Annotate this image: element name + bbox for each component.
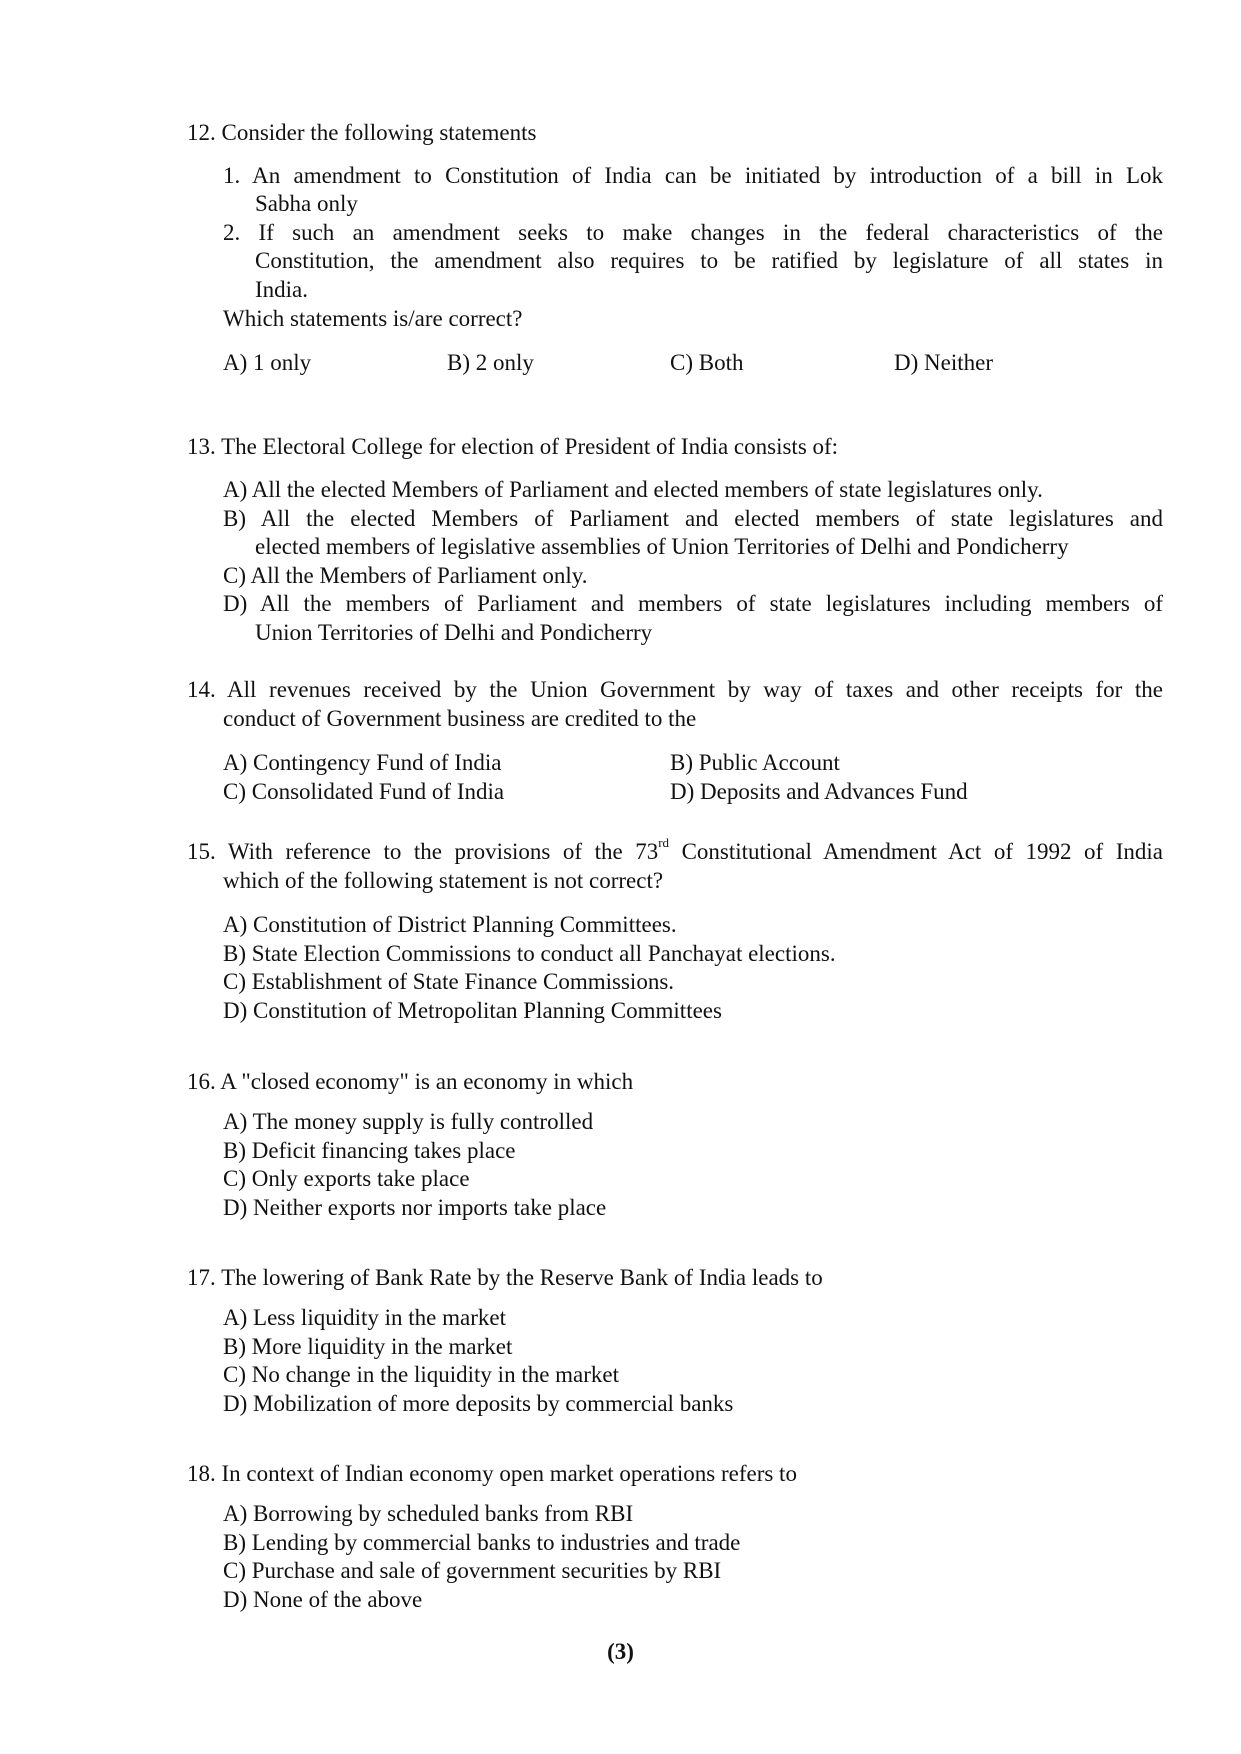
q12-stem: 12. Consider the following statements xyxy=(187,120,537,145)
q17-option-c: C) No change in the liquidity in the market xyxy=(223,1362,620,1387)
q13-option-d-line-2: Union Territories of Delhi and Pondicherry xyxy=(255,620,653,645)
q12-statement-2-line-2: Constitution, the amendment also requires to be ratified by legislature of all states in xyxy=(255,248,1163,273)
q15-stem-prefix: 15. With reference to the provisions of the 73 xyxy=(187,839,659,864)
q12-option-b: B) 2 only xyxy=(447,350,534,375)
q15-option-c: C) Establishment of State Finance Commissions. xyxy=(223,969,675,994)
q15-stem-suffix: Constitutional Amendment Act of 1992 of India xyxy=(669,839,1163,864)
q13-option-c: C) All the Members of Parliament only. xyxy=(223,563,588,588)
q16-stem: 16. A "closed economy" is an economy in which xyxy=(187,1069,634,1094)
q18-option-a: A) Borrowing by scheduled banks from RBI xyxy=(223,1501,634,1526)
q17-stem: 17. The lowering of Bank Rate by the Reserve Bank of India leads to xyxy=(187,1265,823,1290)
q12-statement-1-line-1: 1. An amendment to Constitution of India can be initiated by introduction of a bill in Lok xyxy=(223,163,1163,188)
q16-option-b: B) Deficit financing takes place xyxy=(223,1138,516,1163)
q12-question: Which statements is/are correct? xyxy=(223,306,523,331)
q14-option-b: B) Public Account xyxy=(670,750,840,775)
q16-option-a: A) The money supply is fully controlled xyxy=(223,1109,594,1134)
q15-option-a: A) Constitution of District Planning Committees. xyxy=(223,912,677,937)
q16-option-c: C) Only exports take place xyxy=(223,1166,470,1191)
q17-option-d: D) Mobilization of more deposits by commercial banks xyxy=(223,1391,734,1416)
q14-stem-line-1: 14. All revenues received by the Union Government by way of taxes and other receipts for the xyxy=(187,677,1163,702)
q15-option-d: D) Constitution of Metropolitan Planning Committees xyxy=(223,998,722,1023)
q13-option-d-line-1: D) All the members of Parliament and members of state legislatures including members of xyxy=(223,591,1163,616)
q15-stem-superscript: rd xyxy=(658,835,670,851)
q14-option-c: C) Consolidated Fund of India xyxy=(223,779,505,804)
q12-statement-2-line-1: 2. If such an amendment seeks to make changes in the federal characteristics of the xyxy=(223,220,1163,245)
q12-option-d: D) Neither xyxy=(894,350,993,375)
q13-option-a: A) All the elected Members of Parliament and elected members of state legislatures only. xyxy=(223,477,1043,502)
q17-option-b: B) More liquidity in the market xyxy=(223,1334,513,1359)
q18-option-d: D) None of the above xyxy=(223,1587,423,1612)
q18-stem: 18. In context of Indian economy open market operations refers to xyxy=(187,1461,797,1486)
q13-stem: 13. The Electoral College for election of President of India consists of: xyxy=(187,434,839,459)
q15-stem-line-1 xyxy=(187,835,1163,866)
q12-option-a: A) 1 only xyxy=(223,350,312,375)
q12-statement-2-line-3: India. xyxy=(255,277,309,302)
q13-option-b-line-1: B) All the elected Members of Parliament and elected members of state legislatures and xyxy=(223,506,1163,531)
q18-option-c: C) Purchase and sale of government securities by RBI xyxy=(223,1558,722,1583)
page-number: (3) xyxy=(607,1639,634,1664)
q12-statement-1-line-2: Sabha only xyxy=(255,191,358,216)
q18-option-b: B) Lending by commercial banks to industries and trade xyxy=(223,1530,741,1555)
q12-option-c: C) Both xyxy=(670,350,744,375)
q13-option-b-line-2: elected members of legislative assemblies of Union Territories of Delhi and Pondicherry xyxy=(255,534,1069,559)
q14-option-d: D) Deposits and Advances Fund xyxy=(670,779,968,804)
q15-option-b: B) State Election Commissions to conduct all Panchayat elections. xyxy=(223,941,836,966)
q16-option-d: D) Neither exports nor imports take place xyxy=(223,1195,607,1220)
q17-option-a: A) Less liquidity in the market xyxy=(223,1305,506,1330)
q15-stem-line-2: which of the following statement is not correct? xyxy=(223,868,664,893)
q14-option-a: A) Contingency Fund of India xyxy=(223,750,502,775)
q14-stem-line-2: conduct of Government business are credited to the xyxy=(223,706,697,731)
